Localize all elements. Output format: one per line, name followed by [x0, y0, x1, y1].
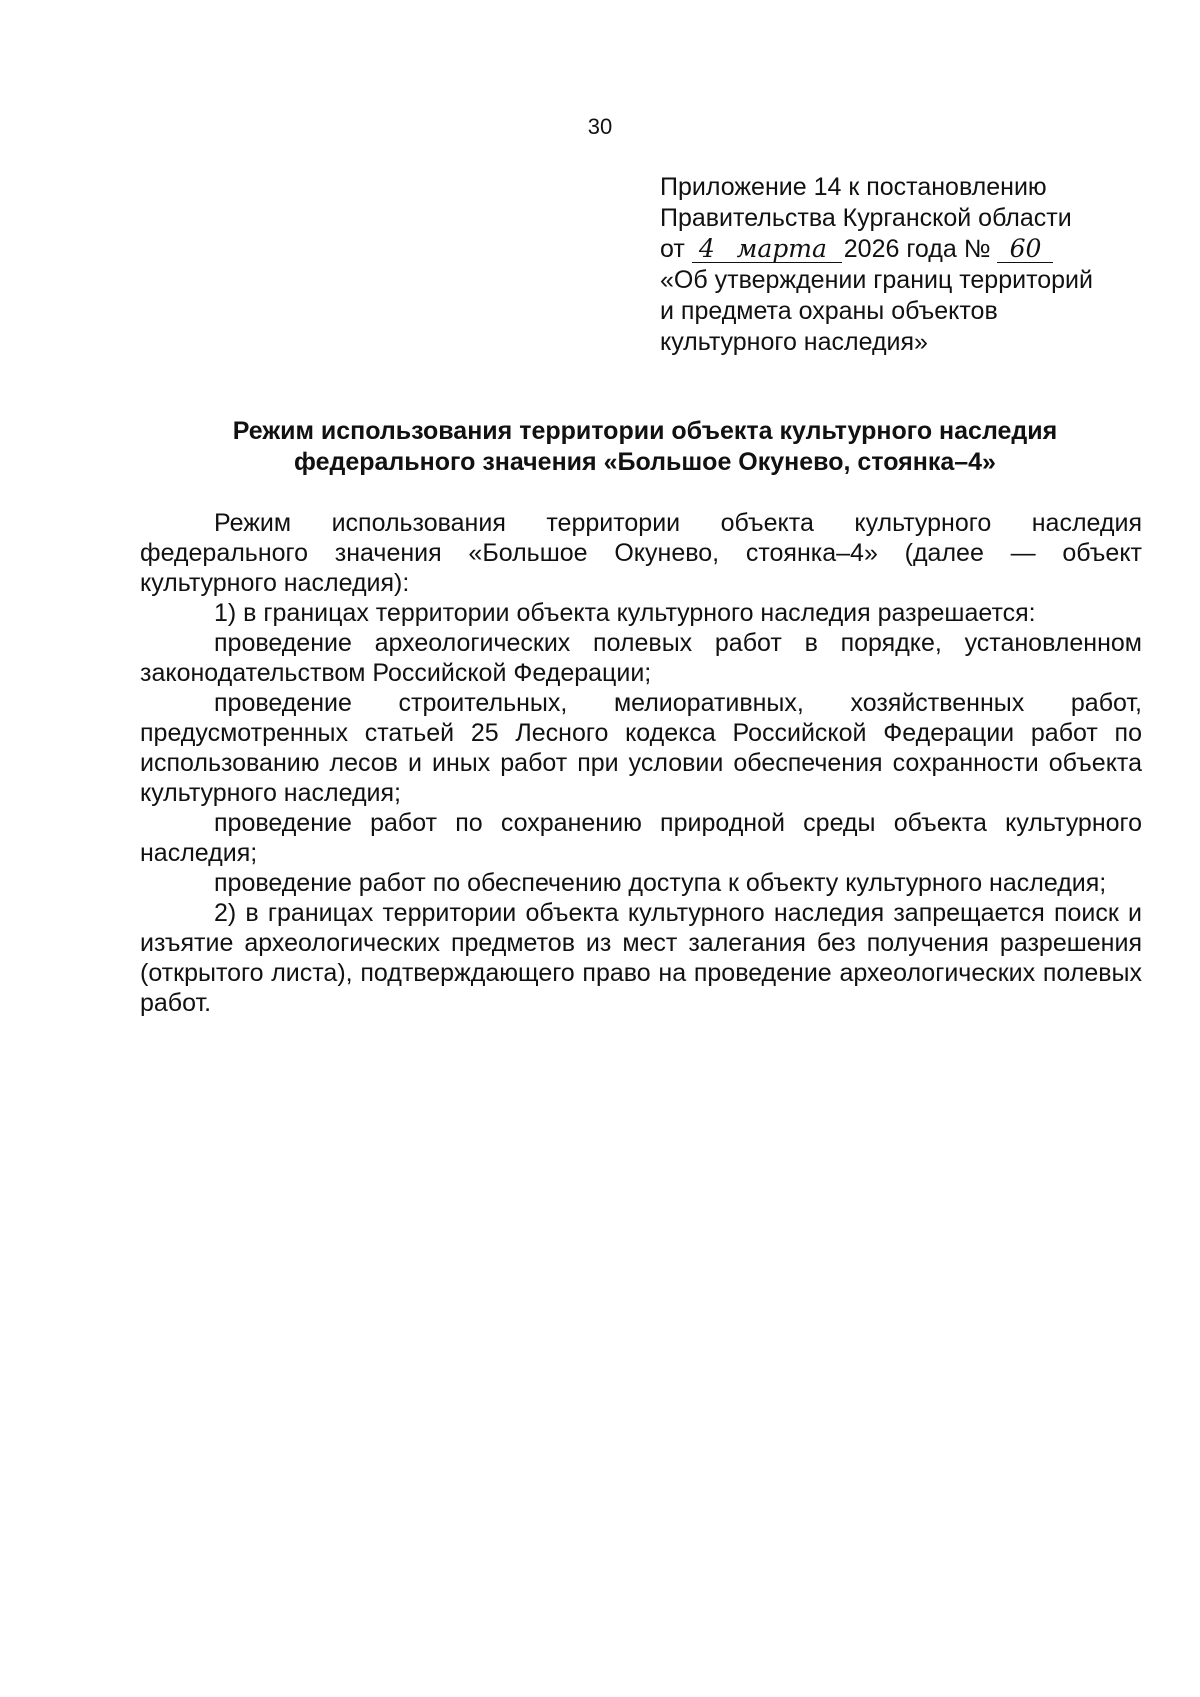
paragraph: проведение археологических полевых работ в порядке, установленном законодательством Российской Федерации;	[140, 629, 1142, 687]
page-number: 30	[587, 114, 613, 139]
annex-date-line	[660, 234, 1130, 265]
annex-date-year: 2026 года №	[843, 235, 991, 263]
paragraph: Режим использования территории объекта культурного наследия федерального значения «Большое Окунево, стоянка–4» (далее — объект культурного наследия):	[140, 509, 1142, 597]
annex-line-6: культурного наследия»	[660, 328, 928, 356]
annex-line-2: Правительства Курганской области	[660, 204, 1072, 232]
document-body	[140, 508, 1142, 1018]
paragraph: 2) в границах территории объекта культурного наследия запрещается поиск и изъятие археологических предметов из мест залегания без получения разрешения (открытого листа), подтверждающего право на проведение археологических полевых работ.	[140, 899, 1142, 1017]
title-line-2: федерального значения «Большое Окунево, стоянка–4»	[294, 448, 996, 476]
annex-line-5: и предмета охраны объектов	[660, 297, 998, 325]
paragraph: проведение работ по обеспечению доступа к объекту культурного наследия;	[214, 869, 1107, 897]
annex-block	[660, 172, 1130, 358]
handwritten-month: марта	[722, 236, 842, 263]
title-line-1: Режим использования территории объекта культурного наследия	[232, 417, 1058, 445]
handwritten-number: 60	[997, 236, 1053, 263]
handwritten-day: 4	[692, 236, 722, 263]
paragraph: проведение работ по сохранению природной среды объекта культурного наследия;	[140, 809, 1142, 867]
paragraph: проведение строительных, мелиоративных, хозяйственных работ, предусмотренных статьей 25 Лесного кодекса Российской Федерации работ по использованию лесов и иных работ при условии обеспечения сохранности объекта культурного наследия;	[140, 689, 1142, 807]
annex-line-1: Приложение 14 к постановлению	[660, 173, 1047, 201]
document-title	[140, 416, 1150, 478]
annex-line-4: «Об утверждении границ территорий	[660, 266, 1093, 294]
annex-date-prefix: от	[660, 235, 685, 263]
paragraph: 1) в границах территории объекта культурного наследия разрешается:	[214, 599, 1036, 627]
